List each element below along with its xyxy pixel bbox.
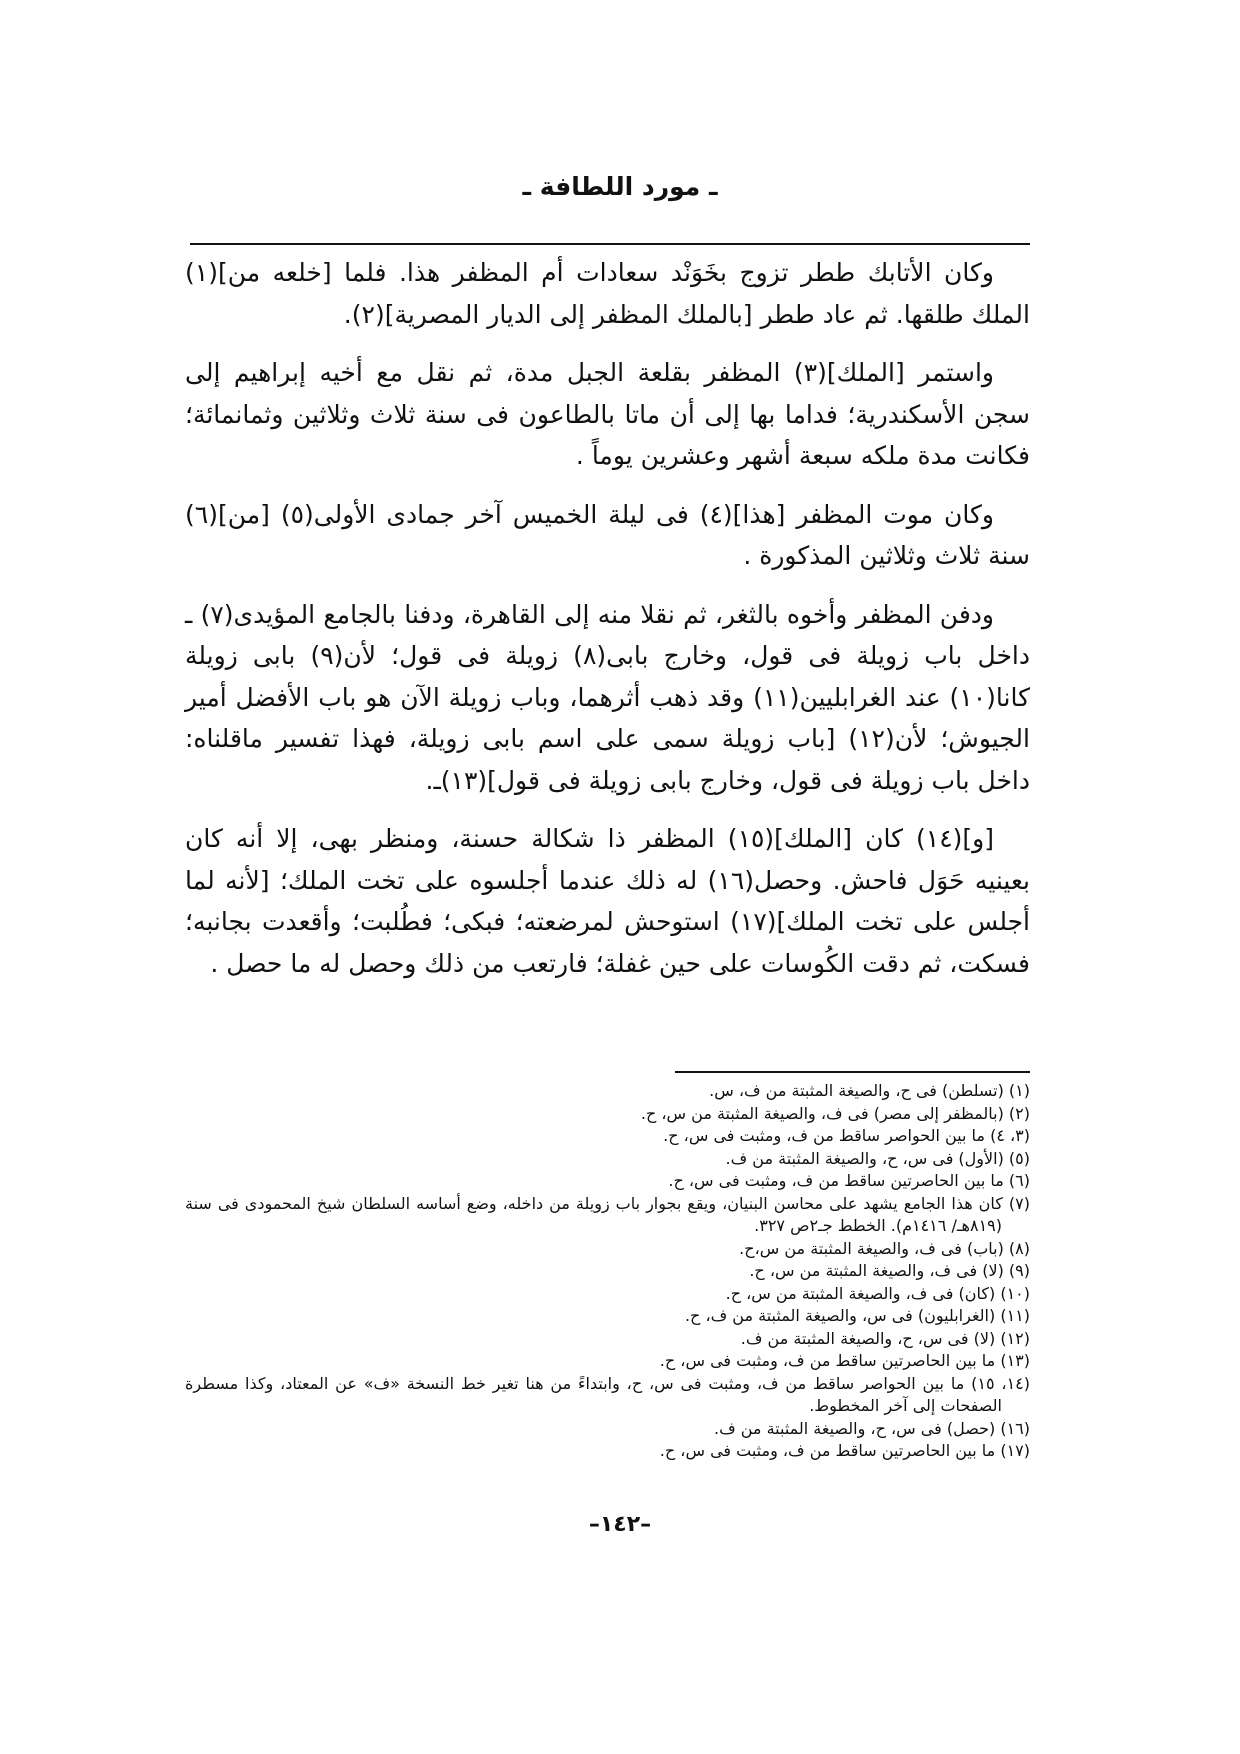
- footnote-13: (١٣) ما بين الحاصرتين ساقط من ف، ومثبت فى س، ح.: [659, 1351, 1030, 1370]
- footnote-7: (٧) كان هذا الجامع يشهد على محاسن البنيان، ويقع بجوار باب زويلة من داخله، وضع أساسه السلطان شيخ المحمودى فى سنة (٨١٩هـ/ ١٤١٦م). الخطط جـ٢ص ٣٢٧.: [185, 1193, 1030, 1235]
- footnote-14-15: (١٤، ١٥) ما بين الحواصر ساقط من ف، ومثبت فى س، ح، وابتداءً من هنا تغير خط النسخة «ف» عن المعتاد، وكذا مسطرة الصفحات إلى آخر المخطوط.: [185, 1373, 1030, 1415]
- footnote-12: (١٢) (لا) فى س، ح، والصيغة المثبتة من ف.: [740, 1328, 1030, 1348]
- footnote-divider: [675, 1071, 1030, 1073]
- paragraph-2: واستمر [الملك](٣) المظفر بقلعة الجبل مدة، ثم نقل مع أخيه إبراهيم إلى سجن الأسكندرية؛ فداما بها إلى أن ماتا بالطاعون فى سنة ثلاث وثلاثين وثمانمائة؛ فكانت مدة ملكه سبعة أشهر وعشرين يوماً .: [185, 358, 1030, 470]
- paragraph-1: وكان الأتابك ططر تزوج بخَوَنْد سعادات أم المظفر هذا. فلما [خلعه من](١) الملك طلقها. ثم عاد ططر [بالملك المظفر إلى الديار المصرية](٢).: [185, 258, 1030, 329]
- footnote-3-4: (٣، ٤) ما بين الحواصر ساقط من ف، ومثبت فى س، ح.: [663, 1126, 1030, 1145]
- footnote-8: (٨) (باب) فى ف، والصيغة المثبتة من س،ح.: [739, 1238, 1030, 1258]
- paragraph-5: [و](١٤) كان [الملك](١٥) المظفر ذا شكالة حسنة، ومنظر بهى، إلا أنه كان بعينيه حَوَل فاحش. وحصل(١٦) له ذلك عندما أجلسوه على تخت الملك؛ [لأنه لما أجلس على تخت الملك](١٧) استوحش لمرضعته؛ فبكى؛ فطُلبت؛ وأقعدت بجانبه؛ فسكت، ثم دقت الكُوسات على حين غفلة؛ فارتعب من ذلك وحصل له ما حصل .: [185, 824, 1030, 978]
- footnote-6: (٦) ما بين الحاصرتين ساقط من ف، ومثبت فى س، ح.: [668, 1171, 1030, 1190]
- footnote-9: (٩) (لا) فى ف، والصيغة المثبتة من س، ح.: [749, 1261, 1030, 1280]
- paragraph-3: وكان موت المظفر [هذا](٤) فى ليلة الخميس آخر جمادى الأولى(٥) [من](٦) سنة ثلاث وثلاثين المذكورة .: [185, 499, 1030, 570]
- paragraph-4: ودفن المظفر وأخوه بالثغر، ثم نقلا منه إلى القاهرة، ودفنا بالجامع المؤيدى(٧) ـ داخل باب زويلة فى قول، وخارج بابى(٨) زويلة فى قول؛ لأن(٩) بابى زويلة كانا(١٠) عند الغرابليين(١١) وقد ذهب أثرهما، وباب زويلة الآن هو باب الأفضل أمير الجيوش؛ لأن(١٢) [باب زويلة سمى على اسم بابى زويلة، فهذا تفسير ماقلناه: داخل باب زويلة فى قول، وخارج بابى زويلة فى قول](١٣)ـ.: [185, 599, 1031, 795]
- page-number: –١٤٢–: [588, 1512, 652, 1537]
- footnote-17: (١٧) ما بين الحاصرتين ساقط من ف، ومثبت فى س، ح.: [659, 1441, 1030, 1460]
- running-title: ـ مورد اللطافة ـ: [522, 172, 718, 201]
- footnote-1: (١) (تسلطن) فى ح، والصيغة المثبتة من ف، س.: [709, 1081, 1030, 1100]
- header-divider: [190, 243, 1030, 245]
- footnotes: [185, 1080, 1030, 1463]
- footnote-2: (٢) (بالمظفر إلى مصر) فى ف، والصيغة المثبتة من س، ح.: [640, 1103, 1030, 1123]
- main-text: [185, 252, 1030, 1001]
- footnote-10: (١٠) (كان) فى ف، والصيغة المثبتة من س، ح.: [725, 1283, 1030, 1303]
- footnote-5: (٥) (الأول) فى س، ح، والصيغة المثبتة من ف.: [725, 1148, 1030, 1168]
- footnote-11: (١١) (الغرابليون) فى س، والصيغة المثبتة من ف، ح.: [684, 1306, 1030, 1325]
- footnote-16: (١٦) (حصل) فى س، ح، والصيغة المثبتة من ف.: [713, 1418, 1030, 1438]
